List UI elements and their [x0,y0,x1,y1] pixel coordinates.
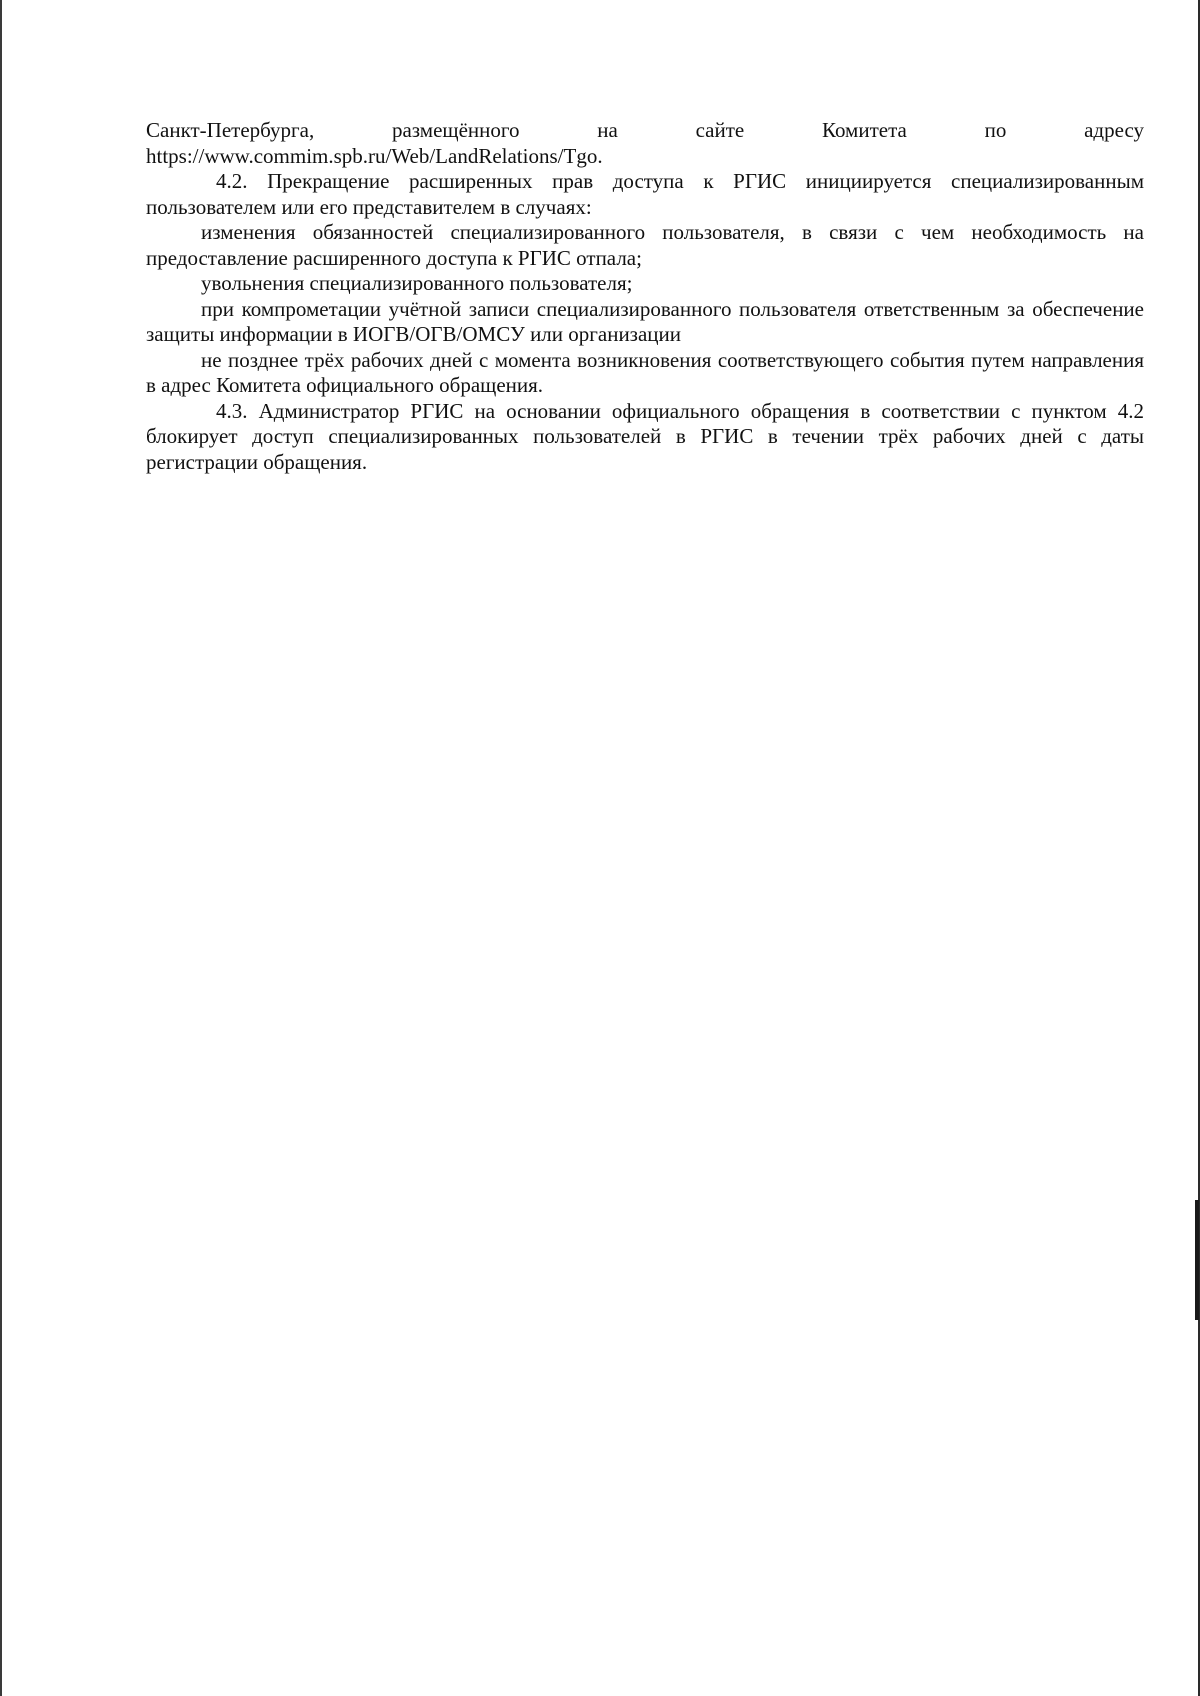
deadline-clause: не позднее трёх рабочих дней с момента возникновения соответствующего события путем направления в адрес Комитета официального обращения. [146,347,1144,397]
document-body [146,118,1144,475]
committee-url: https://www.commim.spb.ru/Web/LandRelations/Tgo. [146,143,603,168]
case-dismissal: увольнения специализированного пользователя; [201,271,633,295]
continuation-url [146,144,1144,170]
case-account-compromise: при компрометации учётной записи специализированного пользователя ответственным за обеспечение защиты информации в ИОГВ/ОГВ/ОМСУ или организации [146,296,1144,346]
case-duties-changed: изменения обязанностей специализированного пользователя, в связи с чем необходимость на предоставление расширенного доступа к РГИС отпала; [146,220,1144,270]
scan-edge-mark [1195,1200,1199,1320]
paragraph-4-2: 4.2. Прекращение расширенных прав доступа к РГИС инициируется специализированным пользователем или его представителем в случаях: [146,169,1144,219]
paragraph-4-3: 4.3. Администратор РГИС на основании официального обращения в соответствии с пунктом 4.2 блокирует доступ специализированных пользователей в РГИС в течении трёх рабочих дней с даты регистрации обращения. [146,398,1144,474]
scan-edge-left [0,0,2,1696]
continuation-line: Санкт-Петербурга, размещённого на сайте Комитета по адресу [146,118,1144,142]
